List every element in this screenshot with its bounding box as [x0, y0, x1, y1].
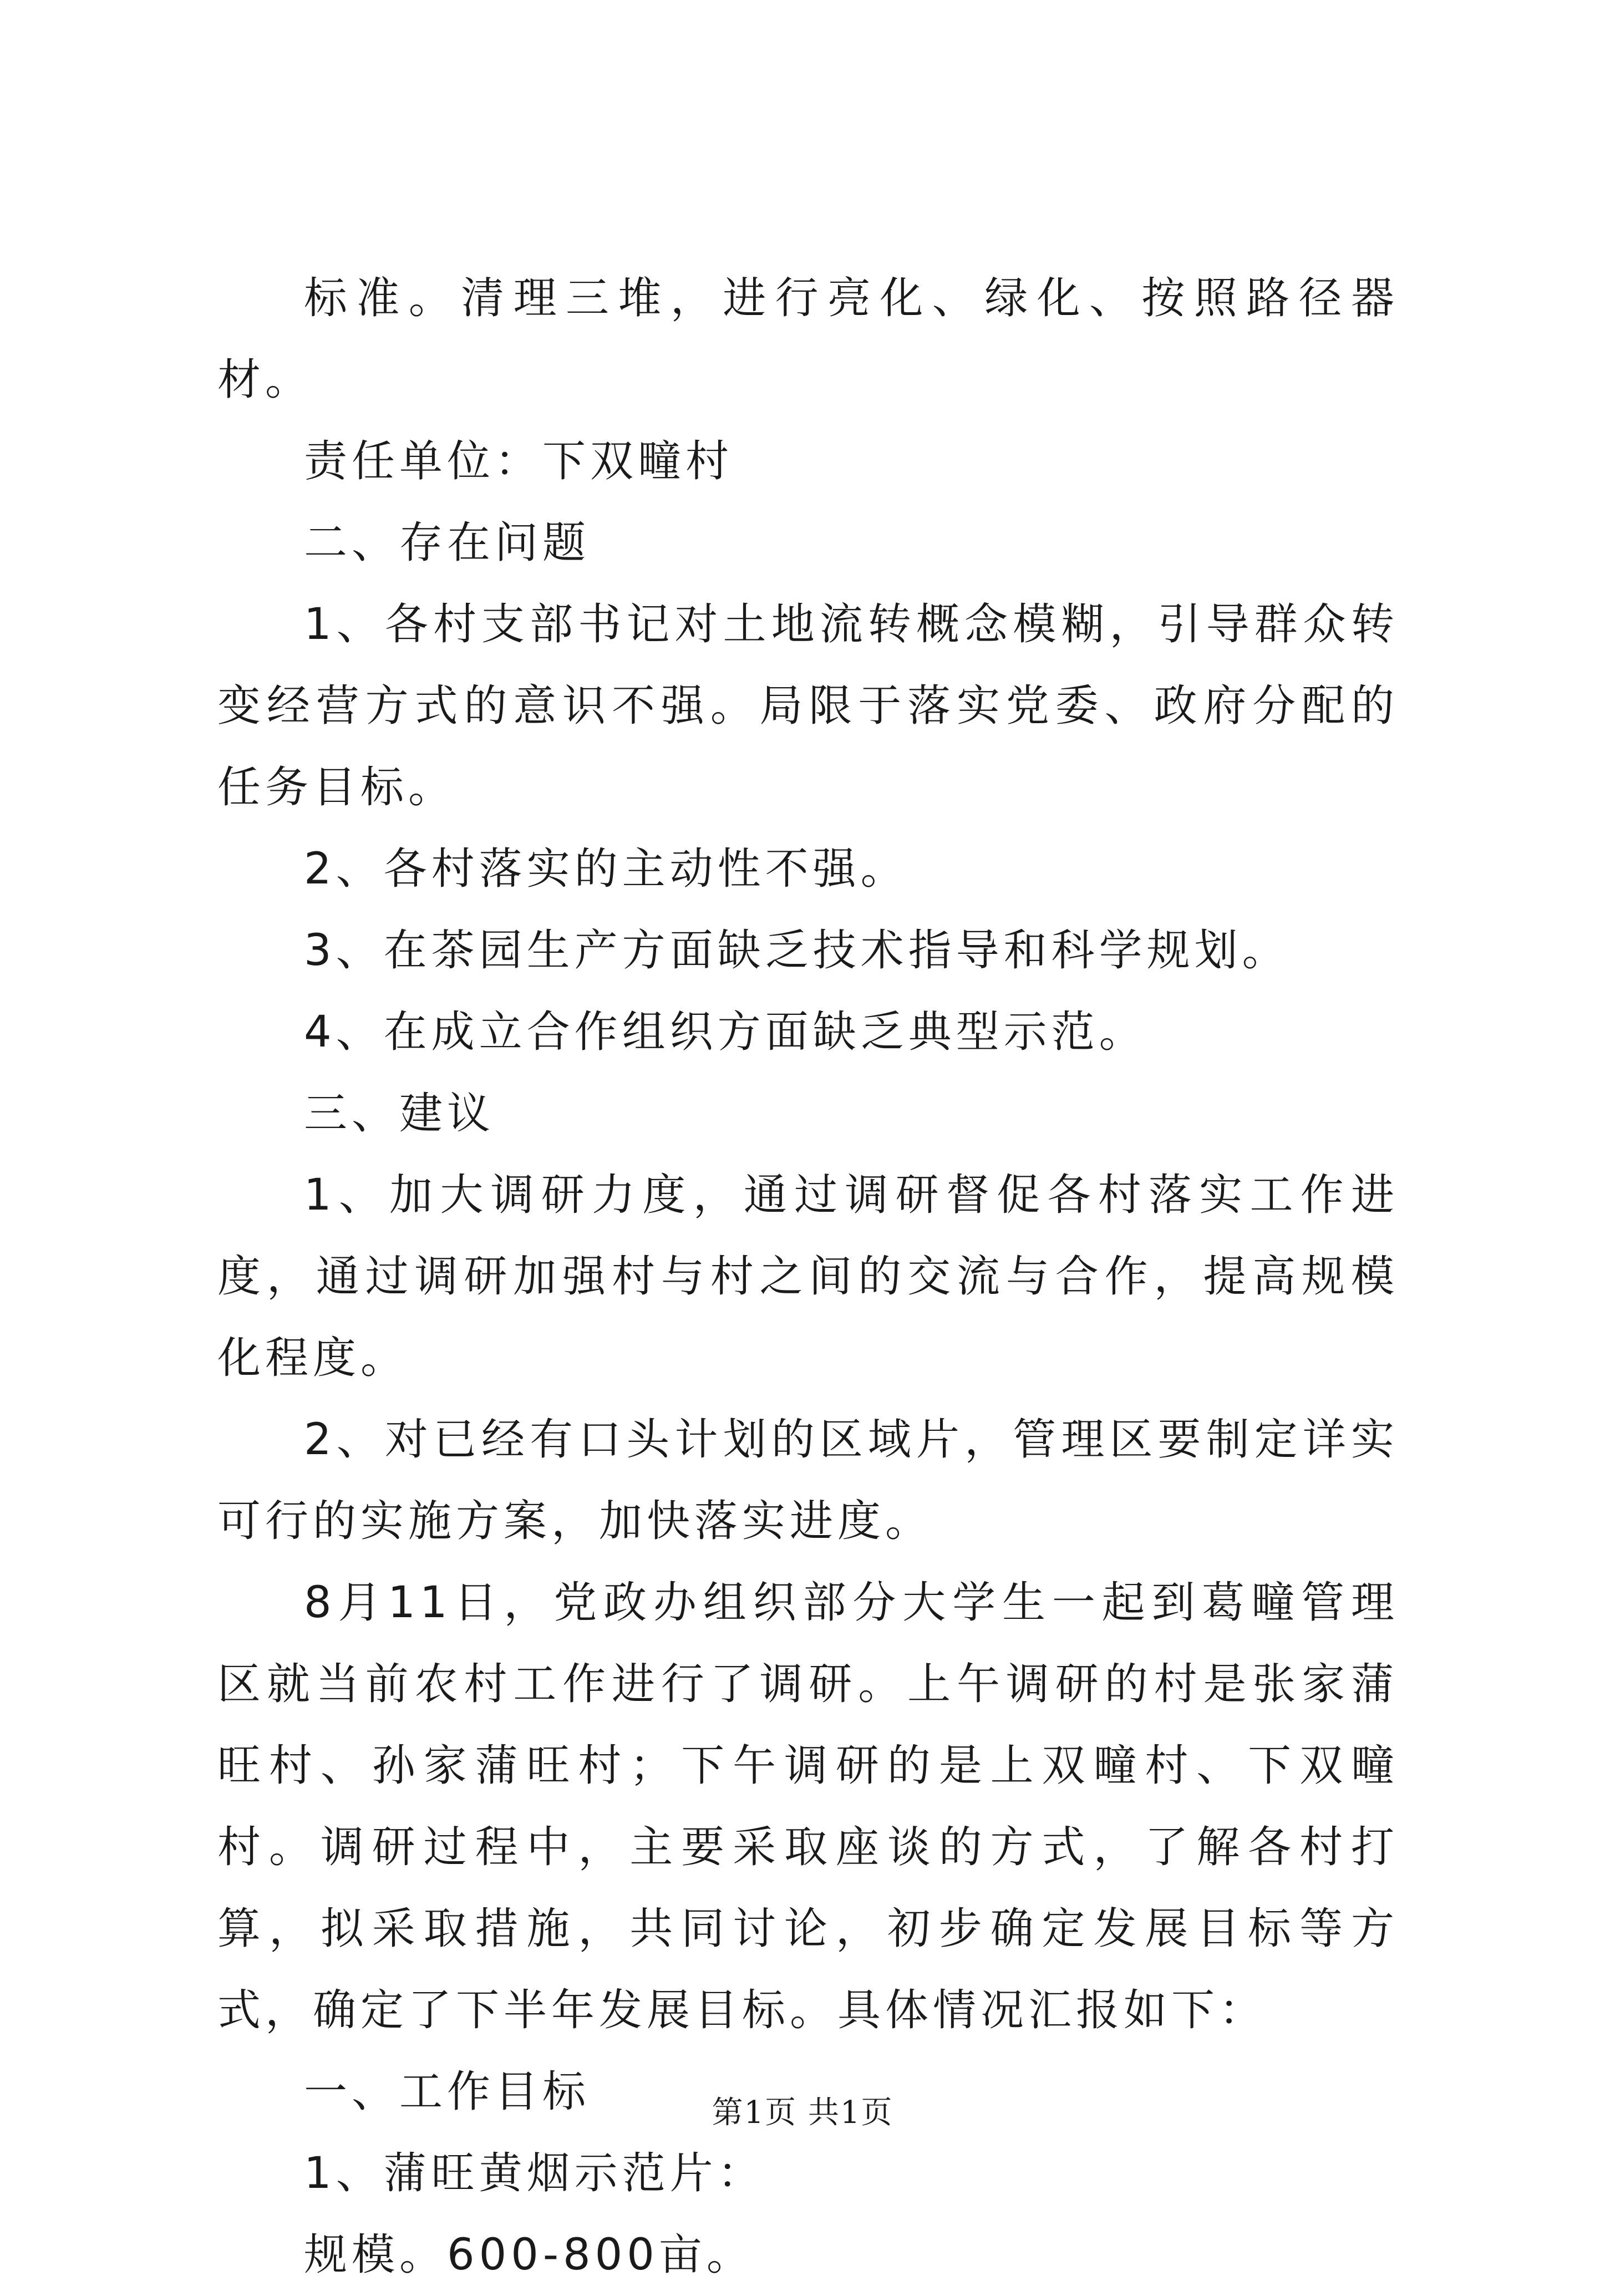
paragraph-responsible-unit: 责任单位：下双疃村 — [304, 436, 734, 486]
paragraph-problem-4: 4、在成立合作组织方面缺乏典型示范。 — [304, 1007, 1147, 1057]
heading-existing-problems: 二、存在问题 — [304, 518, 591, 568]
paragraph-standard: 标准。清理三堆，进行亮化、绿化、按照路径器材。 — [217, 273, 1399, 405]
heading-suggestions: 三、建议 — [304, 1089, 495, 1139]
heading-work-goals: 一、工作目标 — [304, 2067, 591, 2117]
paragraph-survey-summary: 8月11日，党政办组织部分大学生一起到葛疃管理区就当前农村工作进行了调研。上午调研的村是张家蒲旺村、孙家蒲旺村；下午调研的是上双疃村、下双疃村。调研过程中，主要采取座谈的方式，了解各村打算，拟采取措施，共同讨论，初步确定发展目标等方式，确定了下半年发展目标。具体情况汇报如下： — [217, 1578, 1399, 2035]
paragraph-problem-1: 1、各村支部书记对土地流转概念模糊，引导群众转变经营方式的意识不强。局限于落实党委、政府分配的任务目标。 — [217, 600, 1399, 812]
page-number-footer: 第1页 共1页 — [712, 2095, 893, 2131]
paragraph-suggestion-2: 2、对已经有口头计划的区域片，管理区要制定详实可行的实施方案，加快落实进度。 — [217, 1415, 1399, 1546]
paragraph-scale: 规模。600-800亩。 — [304, 2230, 754, 2280]
paragraph-goal-1: 1、蒲旺黄烟示范片： — [304, 2148, 765, 2198]
paragraph-problem-3: 3、在茶园生产方面缺乏技术指导和科学规划。 — [304, 926, 1290, 976]
document-body — [217, 258, 1399, 2296]
paragraph-suggestion-1: 1、加大调研力度，通过调研督促各村落实工作进度，通过调研加强村与村之间的交流与合作，提高规模化程度。 — [217, 1170, 1399, 1383]
paragraph-problem-2: 2、各村落实的主动性不强。 — [304, 844, 908, 894]
